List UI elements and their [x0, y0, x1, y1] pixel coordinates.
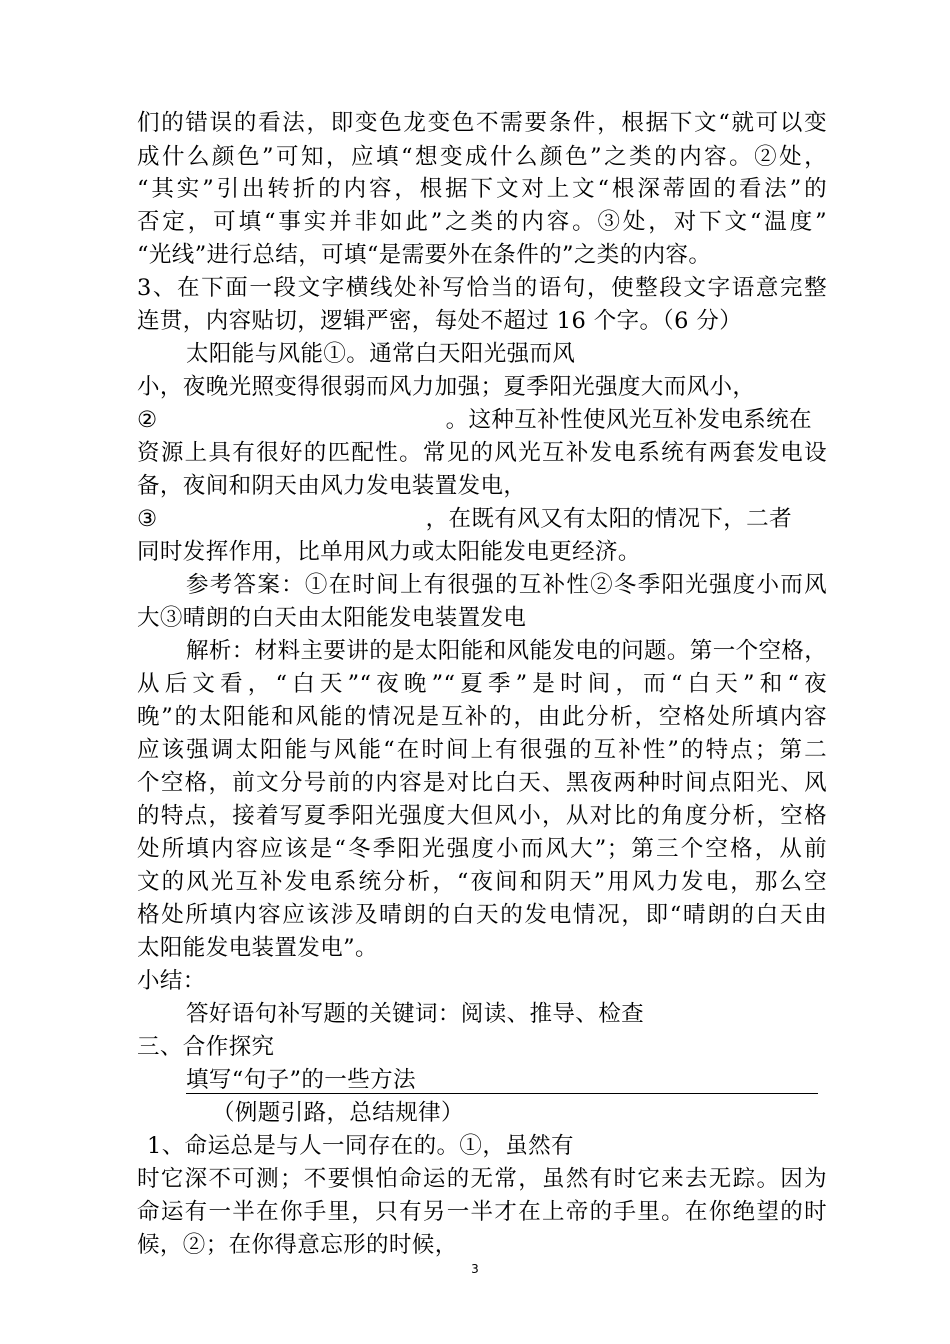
- analysis-line: 从后文看，“白天”“夜晚”“夏季”是时间，而“白天”和“夜: [137, 671, 827, 697]
- section-heading: 三、合作探究: [137, 1034, 275, 1060]
- example-question: 1、命运总是与人一同存在的。①，虽然有: [147, 1133, 574, 1159]
- example-line: 时它深不可测；不要惧怕命运的无常，虽然有时它来去无踪。因为: [137, 1166, 827, 1192]
- answer-line: 参考答案：①在时间上有很强的互补性②冬季阳光强度小而风: [186, 572, 827, 598]
- example-note: （例题引路，总结规律）: [212, 1100, 464, 1126]
- analysis-line: 解析：材料主要讲的是太阳能和风能发电的问题。第一个空格，: [186, 638, 828, 664]
- divider-rule: [186, 1093, 818, 1094]
- passage-line: 同时发挥作用，比单用风力或太阳能发电更经济。: [137, 539, 641, 565]
- analysis-line: 的特点，接着写夏季阳光强度大但风小，从对比的角度分析，空格: [137, 803, 827, 829]
- blank-line-2: [137, 403, 827, 437]
- text-line: “光线”进行总结，可填“是需要外在条件的”之类的内容。: [137, 242, 712, 268]
- analysis-line: 应该强调太阳能与风能“在时间上有很强的互补性”的特点；第二: [137, 737, 827, 763]
- analysis-line: 晚”的太阳能和风能的情况是互补的，由此分析，空格处所填内容: [137, 704, 827, 730]
- answer-line: 大③晴朗的白天由太阳能发电装置发电: [137, 605, 527, 631]
- summary-text: 答好语句补写题的关键词：阅读、推导、检查: [186, 1001, 645, 1027]
- example-line: 候，②；在你得意忘形的时候，: [137, 1232, 458, 1258]
- text-line: 成什么颜色”可知，应填“想变成什么颜色”之类的内容。②处，: [137, 144, 827, 170]
- summary-heading: 小结：: [137, 968, 206, 994]
- analysis-line: 文的风光互补发电系统分析，“夜间和阴天”用风力发电，那么空: [137, 869, 827, 895]
- analysis-line: 格处所填内容应该涉及晴朗的白天的发电情况，即“晴朗的白天由: [137, 902, 827, 928]
- blank-line-3: [137, 502, 827, 536]
- text-line: 们的错误的看法，即变色龙变色不需要条件，根据下文“就可以变: [137, 110, 827, 136]
- passage-line: 备，夜间和阴天由风力发电装置发电，: [137, 473, 527, 499]
- text-line: “其实”引出转折的内容，根据下文对上文“根深蒂固的看法”的: [137, 176, 827, 202]
- analysis-line: 处所填内容应该是“冬季阳光强度小而风大”；第三个空格，从前: [137, 836, 827, 862]
- question-3-prompt: 3、在下面一段文字横线处补写恰当的语句，使整段文字语意完整: [137, 275, 827, 301]
- text-line: 否定，可填“事实并非如此”之类的内容。③处，对下文“温度”: [137, 209, 827, 235]
- question-3-prompt-cont: 连贯，内容贴切，逻辑严密，每处不超过 16 个字。（6 分）: [137, 308, 743, 334]
- subsection-title: 填写“句子”的一些方法: [186, 1067, 416, 1093]
- blank-marker-3: ③: [137, 506, 158, 532]
- passage-line: 小，夜晚光照变得很弱而风力加强；夏季阳光强度大而风小，: [137, 374, 756, 400]
- analysis-line: 太阳能发电装置发电”。: [137, 935, 378, 961]
- example-line: 命运有一半在你手里，只有另一半才在上帝的手里。在你绝望的时: [137, 1199, 827, 1225]
- passage-text: 。这种互补性使风光互补发电系统在: [445, 407, 812, 433]
- blank-marker-2: ②: [137, 407, 158, 433]
- passage-line: 资源上具有很好的匹配性。常见的风光互补发电系统有两套发电设: [137, 440, 827, 466]
- analysis-line: 个空格，前文分号前的内容是对比白天、黑夜两种时间点阳光、风: [137, 770, 827, 796]
- passage-text: ，在既有风又有太阳的情况下，二者: [425, 506, 792, 532]
- passage-line: 太阳能与风能①。通常白天阳光强而风: [186, 341, 576, 367]
- page-number: 3: [471, 1262, 479, 1276]
